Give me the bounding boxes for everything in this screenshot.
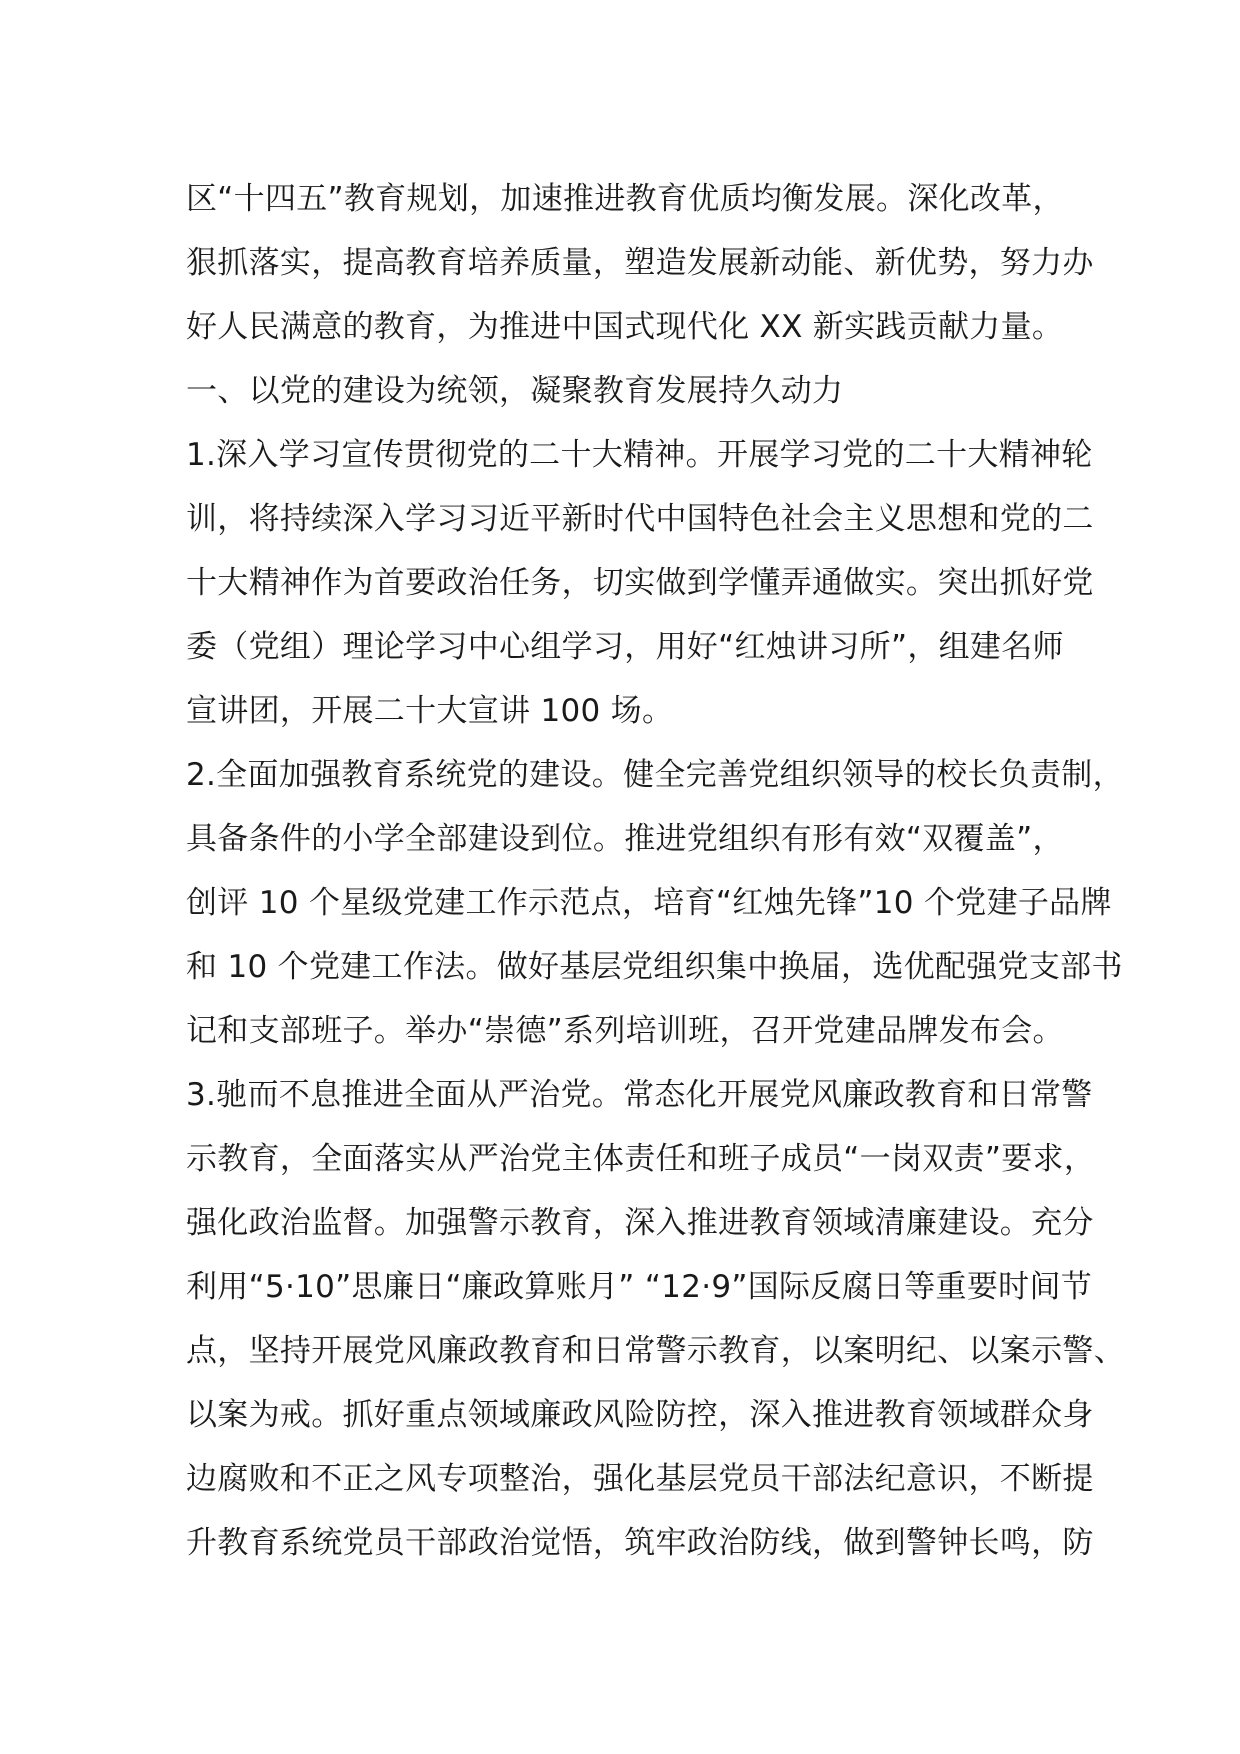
text-line: 狠抓落实，提高教育培养质量，塑造发展新动能、新优势，努力办: [186, 245, 1094, 281]
text-line: 升教育系统党员干部政治觉悟，筑牢政治防线，做到警钟长鸣，防: [186, 1525, 1094, 1561]
text-line: 强化政治监督。加强警示教育，深入推进教育领域清廉建设。充分: [186, 1205, 1094, 1241]
section-heading: 一、以党的建设为统领，凝聚教育发展持久动力: [186, 373, 844, 409]
text-line: 具备条件的小学全部建设到位。推进党组织有形有效“双覆盖”，: [186, 821, 1064, 857]
text-line: 点，坚持开展党风廉政教育和日常警示教育，以案明纪、以案示警、: [186, 1333, 1125, 1369]
text-line: 1.深入学习宣传贯彻党的二十大精神。开展学习党的二十大精神轮: [186, 437, 1093, 473]
text-line: 示教育，全面落实从严治党主体责任和班子成员“一岗双责”要求，: [186, 1141, 1096, 1177]
text-line: 2.全面加强教育系统党的建设。健全完善党组织领导的校长负责制，: [186, 757, 1124, 793]
text-line: 十大精神作为首要政治任务，切实做到学懂弄通做实。突出抓好党: [186, 565, 1094, 601]
document-body: [186, 167, 1125, 1575]
text-line: 边腐败和不正之风专项整治，强化基层党员干部法纪意识，不断提: [186, 1461, 1094, 1497]
text-line: 创评 10 个星级党建工作示范点，培育“红烛先锋”10 个党建子品牌: [186, 885, 1112, 921]
text-line: 宣讲团，开展二十大宣讲 100 场。: [186, 693, 674, 729]
text-line: 以案为戒。抓好重点领域廉政风险防控，深入推进教育领域群众身: [186, 1397, 1094, 1433]
text-line: 和 10 个党建工作法。做好基层党组织集中换届，选优配强党支部书: [186, 949, 1123, 985]
text-line: 3.驰而不息推进全面从严治党。常态化开展党风廉政教育和日常警: [186, 1077, 1093, 1113]
text-line: 好人民满意的教育，为推进中国式现代化 XX 新实践贡献力量。: [186, 309, 1064, 345]
text-line: 委（党组）理论学习中心组学习，用好“红烛讲习所”，组建名师: [186, 629, 1064, 665]
text-line: 区“十四五”教育规划，加速推进教育优质均衡发展。深化改革，: [186, 181, 1064, 217]
text-line: 训，将持续深入学习习近平新时代中国特色社会主义思想和党的二: [186, 501, 1094, 537]
text-line: 记和支部班子。举办“崇德”系列培训班，召开党建品牌发布会。: [186, 1013, 1064, 1049]
text-line: 利用“5·10”思廉日“廉政算账月” “12·9”国际反腐日等重要时间节: [186, 1269, 1093, 1305]
